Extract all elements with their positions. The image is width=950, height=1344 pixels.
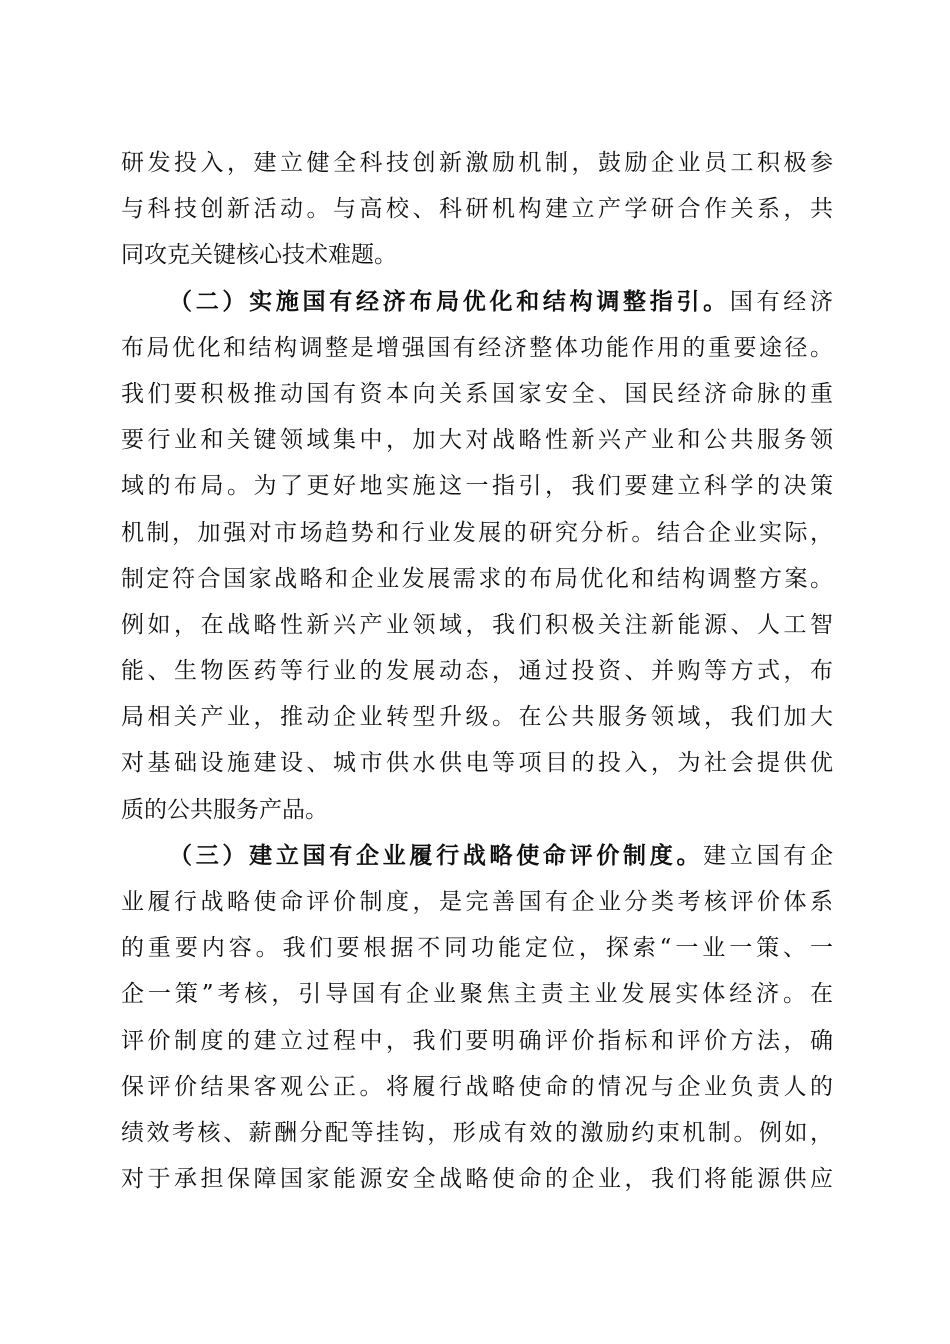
text-line: 评价制度的建立过程中，我们要明确评价指标和评价方法，确 <box>121 1027 833 1054</box>
text-line: 企一策”考核，引导国有企业聚焦主责主业发展实体经济。在 <box>121 981 833 1008</box>
text-line: 能、生物医药等行业的发展动态，通过投资、并购等方式，布 <box>121 658 833 685</box>
document-body <box>121 140 833 1202</box>
text-line: 的重要内容。我们要根据不同功能定位，探索“一业一策、一 <box>121 935 833 962</box>
text-span: 建立国有企 <box>703 842 833 869</box>
text-line: 局相关产业，推动企业转型升级。在公共服务领域，我们加大 <box>121 704 833 731</box>
text-line: 域的布局。为了更好地实施这一指引，我们要建立科学的决策 <box>121 473 833 500</box>
paragraph-heading-line <box>121 279 833 325</box>
text-line: 我们要积极推动国有资本向关系国家安全、国民经济命脉的重 <box>121 380 833 407</box>
text-line: 研发投入，建立健全科技创新激励机制，鼓励企业员工积极参 <box>121 150 833 176</box>
text-line: 布局优化和结构调整是增强国有经济整体功能作用的重要途径。 <box>121 334 833 361</box>
section-heading: （三）建立国有企业履行战略使命评价制度。 <box>169 841 704 869</box>
text-span: 国有经济 <box>729 288 833 315</box>
section-heading: （二）实施国有经济布局优化和结构调整指引。 <box>169 287 730 315</box>
text-line: 制定符合国家战略和企业发展需求的布局优化和结构调整方案。 <box>121 565 833 592</box>
text-line: 例如，在战略性新兴产业领域，我们积极关注新能源、人工智 <box>121 611 833 638</box>
text-line: 对基础设施建设、城市供水供电等项目的投入，为社会提供优 <box>121 750 833 777</box>
text-line: 与科技创新活动。与高校、科研机构建立产学研合作关系，共 <box>121 196 833 223</box>
text-line: 要行业和关键领域集中，加大对战略性新兴产业和公共服务领 <box>121 427 833 454</box>
paragraph-heading-line <box>121 833 833 879</box>
text-line: 保评价结果客观公正。将履行战略使命的情况与企业负责人的 <box>121 1073 833 1100</box>
text-line: 机制，加强对市场趋势和行业发展的研究分析。结合企业实际， <box>121 519 833 546</box>
text-line: 绩效考核、薪酬分配等挂钩，形成有效的激励约束机制。例如， <box>121 1119 833 1146</box>
text-line: 同攻克关键核心技术难题。 <box>121 242 397 269</box>
text-line: 对于承担保障国家能源安全战略使命的企业，我们将能源供应 <box>121 1166 833 1193</box>
text-line: 质的公共服务产品。 <box>121 796 328 823</box>
text-line: 业履行战略使命评价制度，是完善国有企业分类考核评价体系 <box>121 889 833 915</box>
